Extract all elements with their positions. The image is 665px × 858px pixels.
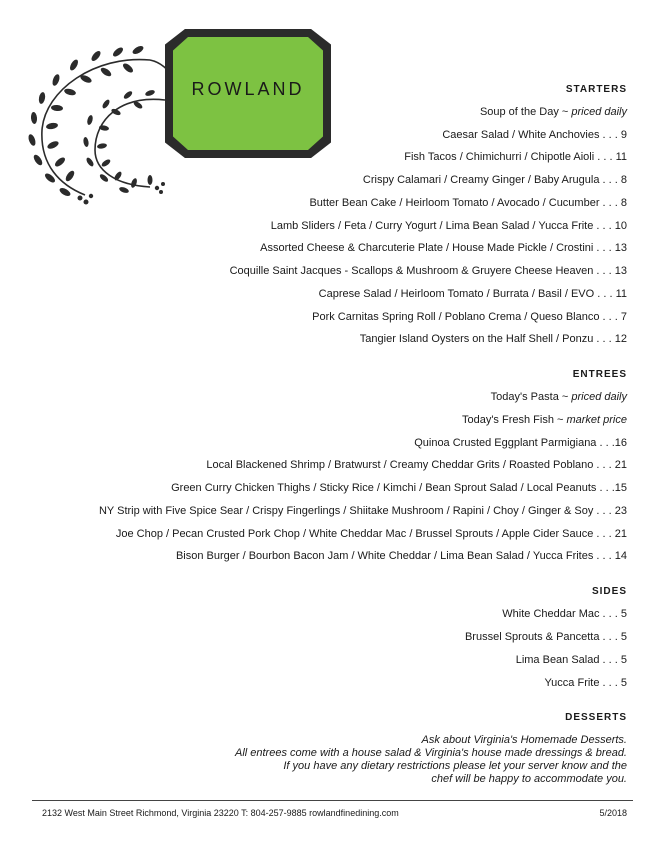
menu-item: Soup of the Day ~ priced daily <box>479 106 627 118</box>
menu-item: Quinoa Crusted Eggplant Parmigiana . . .16 <box>414 437 627 449</box>
section-title-sides: SIDES <box>591 586 627 597</box>
section-title-entrees: ENTREES <box>572 369 627 380</box>
menu-item: Crispy Calamari / Creamy Ginger / Baby Arugula . . . 8 <box>362 174 627 186</box>
menu-item: Coquille Saint Jacques - Scallops & Mushroom & Gruyere Cheese Heaven . . . 13 <box>229 265 627 277</box>
section-title-starters: STARTERS <box>565 84 627 95</box>
dessert-note: Ask about Virginia's Homemade Desserts. <box>421 734 627 746</box>
menu-item: Butter Bean Cake / Heirloom Tomato / Avocado / Cucumber . . . 8 <box>309 197 627 209</box>
menu-item: Brussel Sprouts & Pancetta . . . 5 <box>464 631 627 643</box>
menu-item: Joe Chop / Pecan Crusted Pork Chop / White Cheddar Mac / Brussel Sprouts / Apple Cider Sauce . . . 21 <box>115 528 627 540</box>
menu-item: Local Blackened Shrimp / Bratwurst / Creamy Cheddar Grits / Roasted Poblano . . . 21 <box>206 459 627 471</box>
footer-date: 5/2018 <box>599 808 627 818</box>
house-salad-note: All entrees come with a house salad & Virginia's house made dressings & bread. <box>234 747 627 759</box>
menu-item: Caesar Salad / White Anchovies . . . 9 <box>442 129 627 141</box>
menu-item: Tangier Island Oysters on the Half Shell / Ponzu . . . 12 <box>359 333 627 345</box>
menu-item: Today's Fresh Fish ~ market price <box>461 414 627 426</box>
menu-item: White Cheddar Mac . . . 5 <box>502 608 627 620</box>
logo-text: ROWLAND <box>191 79 305 99</box>
dietary-note-continued: chef will be happy to accommodate you. <box>431 773 627 785</box>
menu-item: Green Curry Chicken Thighs / Sticky Rice / Kimchi / Bean Sprout Salad / Local Peanuts . . .15 <box>171 482 627 494</box>
section-title-desserts: DESSERTS <box>565 712 627 723</box>
menu-item: Lamb Sliders / Feta / Curry Yogurt / Lima Bean Salad / Yucca Frite . . . 10 <box>270 220 627 232</box>
dietary-note: If you have any dietary restrictions please let your server know and the <box>283 760 627 772</box>
menu-item: Yucca Frite . . . 5 <box>544 677 627 689</box>
footer-address: 2132 West Main Street Richmond, Virginia 23220 T: 804-257-9885 rowlandfinedining.com <box>42 808 399 818</box>
menu-item: Lima Bean Salad . . . 5 <box>515 654 627 666</box>
menu-item: Pork Carnitas Spring Roll / Poblano Crema / Queso Blanco . . . 7 <box>312 311 627 323</box>
menu-item: Today's Pasta ~ priced daily <box>490 391 627 403</box>
menu-item: Bison Burger / Bourbon Bacon Jam / White Cheddar / Lima Bean Salad / Yucca Frites . . . 14 <box>175 550 627 562</box>
footer-divider <box>32 800 633 801</box>
menu-item: NY Strip with Five Spice Sear / Crispy Fingerlings / Shiitake Mushroom / Rapini / Choy / Ginger & Soy . . . 23 <box>98 505 627 517</box>
menu-item: Caprese Salad / Heirloom Tomato / Burrata / Basil / EVO . . . 11 <box>318 288 627 300</box>
menu-item: Assorted Cheese & Charcuterie Plate / House Made Pickle / Crostini . . . 13 <box>260 242 627 254</box>
menu-item: Fish Tacos / Chimichurri / Chipotle Aioli . . . 11 <box>404 151 627 163</box>
